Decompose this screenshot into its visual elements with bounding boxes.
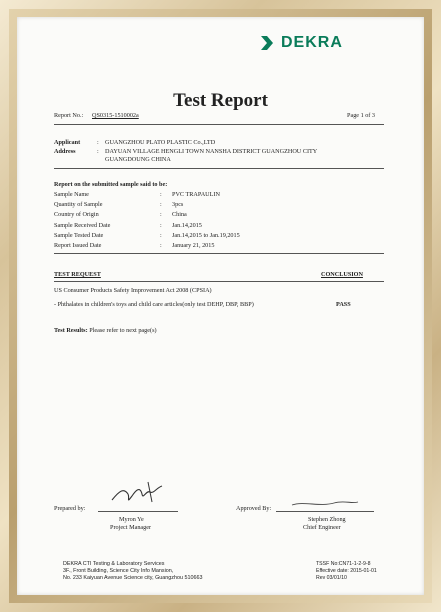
dekra-logo <box>258 34 343 52</box>
prepared-signature <box>108 480 168 510</box>
sample-label: Sample Name <box>54 191 89 198</box>
divider <box>54 253 384 254</box>
divider <box>54 124 384 125</box>
sample-label: Quantity of Sample <box>54 201 103 208</box>
logo-text: DEKRA <box>281 34 343 51</box>
footer-address-1: 3F., Front Building, Science City Info Mansion, <box>63 568 174 574</box>
approved-label: Approved By: <box>236 505 272 512</box>
address-line-2: GUANGDOUNG CHINA <box>105 156 171 163</box>
sample-label: Country of Origin <box>54 211 99 218</box>
dekra-arrow-icon <box>258 34 276 52</box>
conclusion-heading: CONCLUSION <box>321 271 363 278</box>
test-results-text: Please refer to next page(s) <box>89 327 157 334</box>
test-result: PASS <box>336 301 351 308</box>
footer-code-2: Effective date: 2015-01-01 <box>316 568 377 574</box>
sample-row <box>54 191 89 199</box>
address-label: Address <box>54 148 76 155</box>
report-number: QS0315-1510002a <box>92 112 139 119</box>
divider <box>54 281 384 282</box>
footer-code-3: Rev 03/01/10 <box>316 575 347 581</box>
prepared-name: Myron Ye <box>119 516 144 523</box>
page-title: Test Report <box>173 90 268 111</box>
report-number-label: Report No.: <box>54 112 84 119</box>
sample-value: PVC TRAPAULIN <box>172 191 220 198</box>
address-line-1: DAYUAN VILLAGE HENGLI TOWN NANSHA DISTRICT GUANGZHOU CITY <box>105 148 318 155</box>
sample-value: Jan.14,2015 <box>172 222 202 229</box>
sample-label: Sample Tested Date <box>54 232 104 239</box>
test-results-label: Test Results: <box>54 327 88 334</box>
applicant-label: Applicant <box>54 139 81 146</box>
applicant-value: GUANGZHOU PLATO PLASTIC Co.,LTD <box>105 139 216 146</box>
page-indicator: Page 1 of 3 <box>347 112 376 119</box>
approved-signature <box>290 495 360 511</box>
test-item: - Phthalates in children's toys and child care articles(only test DEHP, DBP, BBP) <box>54 301 254 308</box>
footer-company: DEKRA CTI Testing & Laboratory Services <box>63 561 165 567</box>
approved-name: Stephen Zhong <box>308 516 346 523</box>
sample-label: Report Issued Date <box>54 242 102 249</box>
sample-label: Sample Received Date <box>54 222 111 229</box>
sample-value: 3pcs <box>172 201 184 208</box>
sample-value: Jan.14,2015 to Jan.19,2015 <box>172 232 240 239</box>
sample-value: January 21, 2015 <box>172 242 215 249</box>
test-request-heading: TEST REQUEST <box>54 271 101 278</box>
sample-value: China <box>172 211 187 218</box>
footer-code-1: TSSF No:CN71-1-2-9-8 <box>316 561 371 567</box>
signature-line <box>98 511 178 512</box>
footer-address-2: No. 233 Kaiyuan Avenue Science city, Guangzhou 510663 <box>63 575 203 581</box>
prepared-label: Prepared by: <box>54 505 86 512</box>
approved-title: Chief Engineer <box>303 524 341 531</box>
test-standard: US Consumer Products Safety Improvement Act 2008 (CPSIA) <box>54 287 212 294</box>
divider <box>54 168 384 169</box>
prepared-title: Project Manager <box>110 524 152 531</box>
sample-heading: Report on the submitted sample said to be: <box>54 181 168 188</box>
signature-line <box>276 511 374 512</box>
